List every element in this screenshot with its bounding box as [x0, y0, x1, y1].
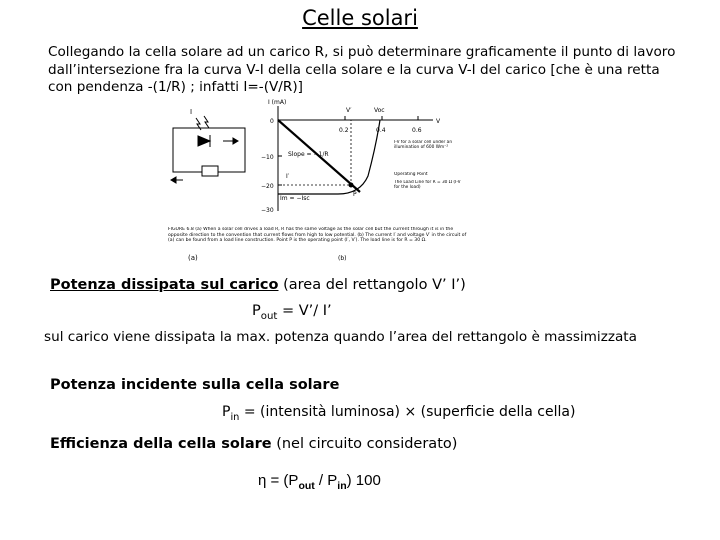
tick-0.2: 0.2 — [339, 127, 349, 134]
vprime-label: V′ — [346, 107, 352, 114]
section-incident-power-title: Potenza incidente sulla cella solare — [50, 377, 340, 393]
load-resistor — [202, 166, 218, 176]
panel-b-label: (b) — [338, 255, 347, 262]
tick-0.6: 0.6 — [412, 127, 422, 134]
section-efficiency-desc: (nel circuito considerato) — [271, 436, 458, 452]
max-power-note: sul carico viene dissipata la max. potenza quando l’area del rettangolo è massimizzata — [44, 329, 637, 345]
operating-point-marker — [349, 183, 354, 188]
label-i-a: I — [190, 108, 193, 116]
pout-p: P — [252, 303, 261, 319]
section-dissipated-power-title: Potenza dissipata sul carico — [50, 277, 279, 293]
im-label: Im = −Isc — [280, 195, 310, 202]
voc-label: Voc — [374, 107, 385, 114]
solar-cell-diode — [198, 136, 210, 146]
circuit-diagram — [171, 116, 245, 183]
tick-i-0: 0 — [270, 118, 274, 125]
efficiency-formula — [258, 472, 381, 492]
section-dissipated-power — [50, 277, 466, 293]
pout-rest: = V’/ I’ — [277, 303, 332, 319]
tick-i-m20: −20 — [261, 183, 274, 190]
light-arrow-icon-2 — [204, 116, 209, 128]
panel-a-label: (a) — [188, 254, 198, 262]
eta-part-1: η = (P — [258, 472, 299, 489]
tick-i-m30: −30 — [261, 207, 274, 214]
eta-sub-out: out — [298, 480, 315, 492]
eta-part-3: ) 100 — [346, 472, 381, 489]
slope-label: Slope = −1/R — [288, 151, 329, 158]
tick-i-m10: −10 — [261, 154, 274, 161]
section-dissipated-power-desc: (area del rettangolo V’ I’) — [278, 277, 466, 293]
section-incident-power — [50, 377, 339, 393]
pin-rest: = (intensità luminosa) × (superficie della cella) — [239, 404, 576, 420]
figure-caption: FIGURE 6.8 (a) When a solar cell drives a load R, R has the same voltage as the solar cell but the current through it is in the opposite direction to the convention that current flows from high to low potential. (b) The current I′ and voltage V′ in the circuit of (a) can be found from a load line construction. Point P is the operating point (I′, V′). The load line is for R = 30 Ω. — [168, 227, 467, 244]
solar-cell-figure — [168, 96, 468, 268]
curve-note: I-V for a solar cell under an illumination of 600 Wm⁻² — [394, 140, 453, 150]
section-efficiency-title: Efficienza della cella solare — [50, 436, 272, 452]
y-axis-label: I (mA) — [268, 99, 287, 106]
eta-part-2: / P — [314, 472, 338, 489]
circuit-loop — [173, 128, 245, 172]
pout-formula — [252, 303, 332, 322]
point-p-label: P — [353, 191, 357, 198]
x-axis-label: V — [436, 118, 441, 125]
pin-sub: in — [230, 411, 240, 423]
operating-point-label: Operating Point — [394, 172, 428, 177]
tick-0.4: 0.4 — [376, 127, 386, 134]
intro-paragraph: Collegando la cella solare ad un carico R, si può determinare graficamente il punto di lavoro dall’intersezione fra la curva V-I della cella solare e la curva V-I del carico [che è una retta con pendenza -(1/R) ; infatti I=-(V/R)] — [48, 44, 676, 95]
iprime-label: I′ — [286, 173, 290, 180]
pin-p: P — [222, 404, 231, 420]
load-line-label: The Load Line for R = 30 Ω (I-V for the load) — [394, 180, 461, 190]
pout-sub: out — [260, 310, 278, 322]
pin-formula — [222, 404, 575, 423]
section-efficiency — [50, 436, 457, 452]
page-title: Celle solari — [302, 6, 418, 30]
eta-sub-in: in — [337, 480, 347, 492]
